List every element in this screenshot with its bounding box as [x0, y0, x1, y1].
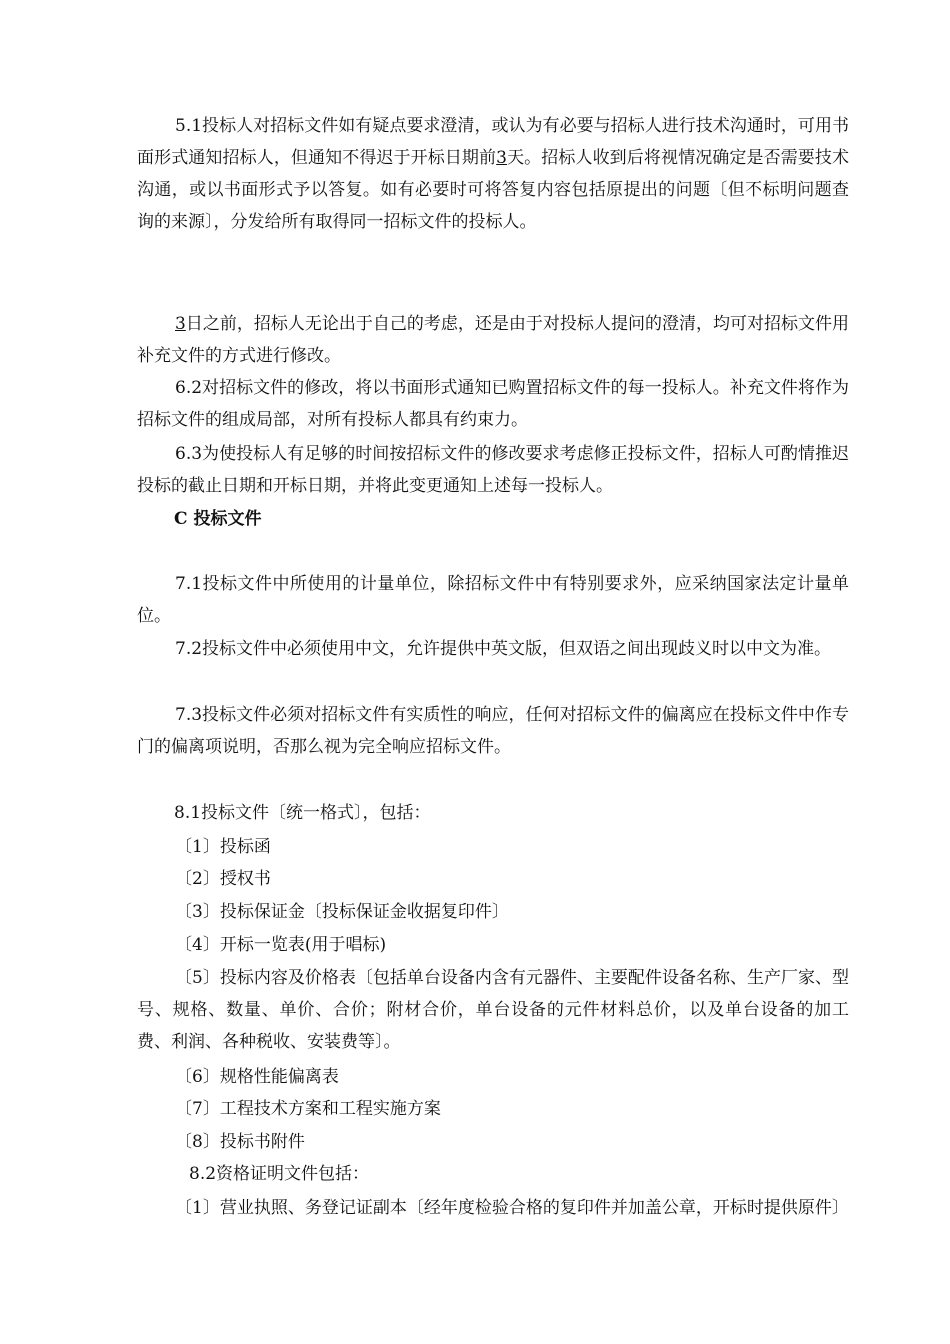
- list-item-5: 〔5〕投标内容及价格表〔包括单台设备内含有元器件、主要配件设备名称、生产厂家、型号、规格、数量、单价、合价；附材合价，单台设备的元件材料总价，以及单台设备的加工费、利润、各种税收、安装费等〕。: [137, 968, 849, 1052]
- paragraph-7-3: 7.3投标文件必须对招标文件有实质性的响应，任何对招标文件的偏离应在投标文件中作专门的偏离项说明，否那么视为完全响应招标文件。: [137, 705, 849, 757]
- list-item: 〔6〕规格性能偏离表: [175, 1067, 339, 1087]
- paragraph-6-1-days: 3: [175, 314, 186, 334]
- paragraph-6-1-text: 日之前，招标人无论出于自己的考虑，还是由于对投标人提问的澄清，均可对招标文件用补充文件的方式进行修改。: [137, 314, 849, 366]
- list-item: 〔8〕投标书附件: [175, 1132, 305, 1152]
- list-item: 〔3〕投标保证金〔投标保证金收据复印件〕: [175, 902, 509, 922]
- section-heading-c: C 投标文件: [174, 509, 262, 529]
- paragraph-5-1: [137, 110, 849, 238]
- list-item: 〔2〕授权书: [175, 869, 271, 889]
- list-item-8-2-1: 〔1〕营业执照、务登记证副本〔经年度检验合格的复印件并加盖公章，开标时提供原件〕: [175, 1198, 849, 1218]
- list-item: 〔4〕开标一览表(用于唱标): [175, 935, 387, 955]
- paragraph-5-1-text-b: 天。招标人收到后将视情况确定是否需要技术沟通，或以书面形式予以答复。如有必要时可将答复内容包括原提出的问题〔但不标明问题查询的来源〕，分发给所有取得同一招标文件的投标人。: [137, 148, 850, 232]
- paragraph-5-1-days: 3: [496, 148, 507, 168]
- paragraph-8-2: 8.2资格证明文件包括：: [189, 1164, 370, 1184]
- paragraph-6-1: [137, 308, 849, 372]
- list-item: 〔7〕工程技术方案和工程实施方案: [175, 1099, 441, 1119]
- paragraph-7-1: 7.1投标文件中所使用的计量单位，除招标文件中有特别要求外，应采纳国家法定计量单位。: [137, 574, 849, 626]
- paragraph-7-2: 7.2投标文件中必须使用中文，允许提供中英文版，但双语之间出现歧义时以中文为准。: [175, 639, 832, 659]
- paragraph-8-1: 8.1投标文件〔统一格式〕，包括：: [174, 803, 431, 823]
- paragraph-6-3: 6.3为使投标人有足够的时间按招标文件的修改要求考虑修正投标文件，招标人可酌情推迟投标的截止日期和开标日期，并将此变更通知上述每一投标人。: [137, 444, 849, 496]
- paragraph-5-1-text-a: 5.1投标人对招标文件如有疑点要求澄清，或认为有必要与招标人进行技术沟通时，可用书面形式通知招标人，但通知不得迟于开标日期前: [137, 116, 849, 168]
- paragraph-6-2: 6.2对招标文件的修改，将以书面形式通知已购置招标文件的每一投标人。补充文件将作为招标文件的组成局部，对所有投标人都具有约束力。: [137, 378, 849, 430]
- list-item: 〔1〕投标函: [175, 837, 271, 857]
